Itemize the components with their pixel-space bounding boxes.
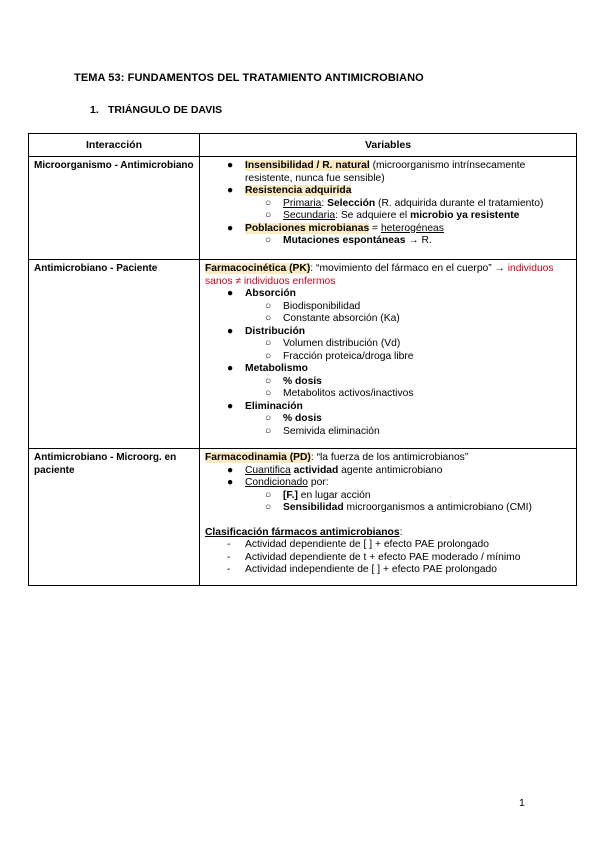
circle-bullet-icon: ○	[265, 425, 272, 437]
circle-bullet-icon: ○	[265, 350, 272, 362]
term: Distribución	[245, 325, 306, 337]
circle-bullet-icon: ○	[265, 375, 272, 387]
list-item	[205, 552, 571, 565]
page-title: TEMA 53: FUNDAMENTOS DEL TRATAMIENTO ANTIMICROBIANO	[74, 72, 424, 84]
text: Secundaria	[283, 210, 336, 221]
text: Fracción proteica/droga libre	[283, 350, 414, 362]
bullet-icon: ●	[227, 363, 234, 374]
section-heading	[90, 104, 222, 116]
term: Resistencia adquirida	[245, 185, 352, 196]
term: Farmacodinamia (PD)	[205, 452, 311, 463]
term: % dosis	[283, 413, 322, 424]
text: (microorganismo intrínsecamente resistente, nunca fue sensible)	[245, 160, 526, 184]
term: Sensibilidad	[283, 502, 344, 513]
text: Primaria	[283, 197, 322, 209]
list-item	[205, 235, 571, 248]
list-item	[205, 160, 571, 185]
row-content	[200, 260, 577, 449]
row-content	[200, 449, 577, 586]
highlight-text: individuos sanos ≠ individuos enfermos	[205, 263, 554, 287]
list-item	[205, 288, 571, 301]
list-item	[205, 426, 571, 439]
list-item	[205, 363, 571, 376]
dash-bullet-icon: -	[227, 564, 231, 575]
list-item	[205, 539, 571, 552]
bullet-icon: ●	[227, 464, 234, 476]
text: Actividad dependiente de [ ] + efecto PAE prolongado	[245, 539, 489, 550]
text: : “movimiento del fármaco en el cuerpo” →	[310, 263, 505, 274]
circle-bullet-icon: ○	[265, 210, 272, 221]
term: Clasificación fármacos antimicrobianos	[205, 526, 400, 538]
term: Mutaciones espontáneas	[283, 235, 406, 246]
row-label: Antimicrobiano - Microorg. en paciente	[29, 449, 200, 586]
term: Insensibilidad / R. natural	[245, 160, 370, 171]
table-row	[29, 157, 577, 260]
circle-bullet-icon: ○	[265, 313, 272, 324]
row-label: Microorganismo - Antimicrobiano	[29, 157, 200, 260]
list-item	[205, 401, 571, 414]
page-number: 1	[519, 797, 525, 809]
circle-bullet-icon: ○	[265, 300, 272, 312]
text: en lugar acción	[297, 489, 371, 501]
list-item	[205, 477, 571, 490]
term: Eliminación	[245, 400, 303, 412]
list-item	[205, 326, 571, 339]
term: actividad	[293, 464, 339, 476]
text: por:	[307, 477, 329, 488]
term: Poblaciones microbianas	[245, 222, 370, 234]
bullet-icon: ●	[227, 477, 234, 488]
term: Farmacocinética (PK)	[205, 263, 311, 274]
row-label: Antimicrobiano - Paciente	[29, 260, 200, 449]
classification-title	[205, 527, 571, 540]
list-item	[205, 376, 571, 389]
text: : “la fuerza de los antimicrobianos”	[310, 452, 469, 463]
list-item	[205, 490, 571, 503]
text: :	[399, 526, 403, 538]
text: agente antimicrobiano	[338, 464, 443, 476]
circle-bullet-icon: ○	[265, 197, 272, 209]
list-item	[205, 388, 571, 401]
bullet-icon: ●	[227, 160, 234, 171]
text: Volumen distribución (Vd)	[283, 338, 401, 349]
circle-bullet-icon: ○	[265, 338, 272, 349]
list-item	[205, 338, 571, 351]
section-label: TRIÁNGULO DE DAVIS	[108, 104, 223, 116]
list-item	[205, 313, 571, 326]
section-number: 1.	[90, 104, 99, 116]
text: heterogéneas	[380, 222, 444, 234]
row-content	[200, 157, 577, 260]
pd-intro	[205, 452, 571, 465]
text: Actividad independiente de [ ] + efecto PAE prolongado	[245, 564, 497, 575]
list-item	[205, 198, 571, 211]
table-row	[29, 449, 577, 586]
circle-bullet-icon: ○	[265, 235, 272, 246]
text: Cuantifica	[245, 464, 291, 476]
text: Metabolitos activos/inactivos	[283, 388, 414, 399]
list-item	[205, 210, 571, 223]
text: Constante absorción (Ka)	[283, 313, 400, 324]
circle-bullet-icon: ○	[265, 413, 272, 424]
list-item	[205, 185, 571, 198]
term: [F.]	[283, 489, 298, 501]
davis-table	[28, 133, 577, 586]
term: Absorción	[245, 288, 296, 299]
list-item	[205, 351, 571, 364]
header-variables: Variables	[200, 134, 577, 157]
list-item	[205, 564, 571, 577]
term: Metabolismo	[245, 363, 308, 374]
term: % dosis	[283, 375, 322, 387]
dash-bullet-icon: -	[227, 539, 231, 550]
bullet-icon: ●	[227, 400, 234, 412]
list-item	[205, 502, 571, 515]
text: microorganismos a antimicrobiano (CMI)	[343, 502, 532, 513]
text: Condicionado	[245, 477, 308, 488]
list-item	[205, 223, 571, 236]
term: Selección	[327, 197, 376, 209]
text: (R. adquirida durante el tratamiento)	[375, 197, 544, 209]
circle-bullet-icon: ○	[265, 388, 272, 399]
list-item	[205, 413, 571, 426]
text: Semivida eliminación	[283, 425, 380, 437]
table-header-row	[29, 134, 577, 157]
dash-bullet-icon: -	[227, 551, 231, 563]
text: =	[369, 222, 381, 234]
text: :	[321, 197, 328, 209]
circle-bullet-icon: ○	[265, 502, 272, 513]
text: Biodisponibilidad	[283, 300, 361, 312]
bullet-icon: ●	[227, 222, 234, 234]
term: microbio ya resistente	[410, 210, 520, 221]
table-row	[29, 260, 577, 449]
bullet-icon: ●	[227, 325, 234, 337]
pk-intro	[205, 263, 571, 288]
list-item	[205, 301, 571, 314]
bullet-icon: ●	[227, 288, 234, 299]
header-interaccion: Interacción	[29, 134, 200, 157]
circle-bullet-icon: ○	[265, 489, 272, 501]
text: Actividad dependiente de t + efecto PAE moderado / mínimo	[245, 551, 521, 563]
text: → R.	[405, 235, 432, 246]
list-item	[205, 465, 571, 478]
bullet-icon: ●	[227, 185, 234, 196]
text: : Se adquiere el	[335, 210, 411, 221]
